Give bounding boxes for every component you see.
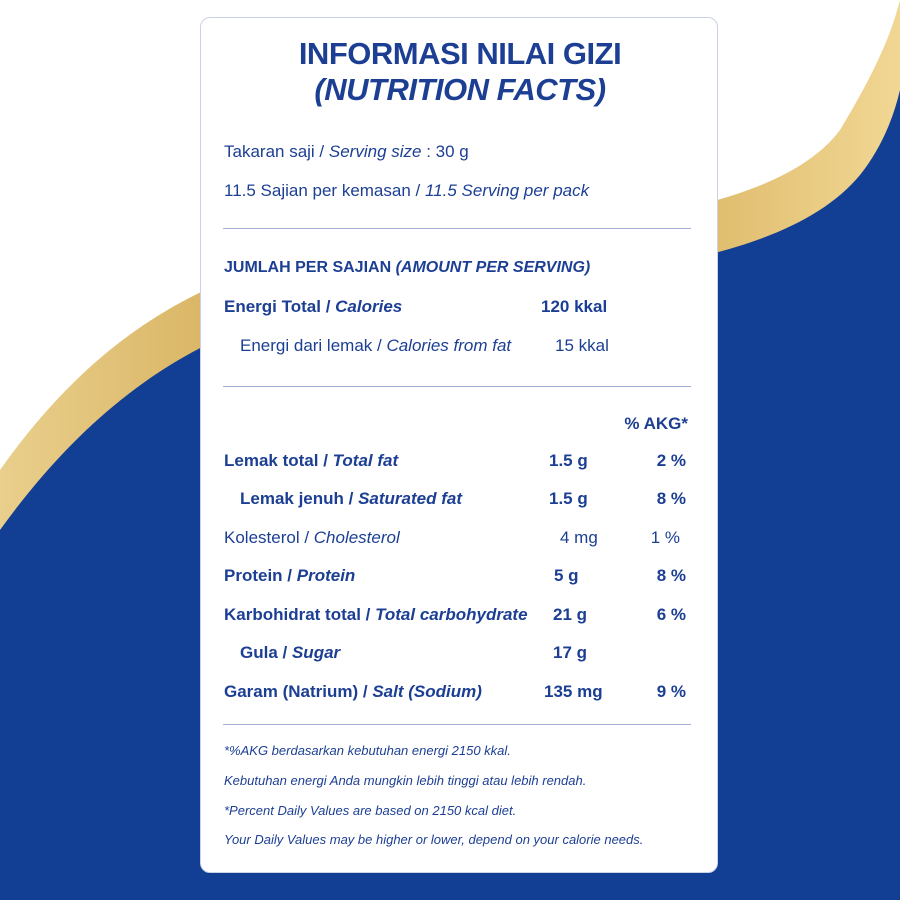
- nutrient-amount-saturated-fat: 1.5 g: [549, 489, 588, 508]
- divider: [223, 724, 691, 725]
- energy-total-value: 120 kkal: [541, 297, 608, 316]
- akg-header: % AKG*: [624, 414, 688, 433]
- nutrient-pct-salt: 9 %: [656, 682, 686, 701]
- footnote: Your Daily Values may be higher or lower, depend on your calorie needs.: [224, 832, 644, 847]
- nutrient-label-sugar: Gula / Sugar: [240, 643, 341, 662]
- nutrient-amount-carbohydrate: 21 g: [553, 605, 588, 624]
- nutrient-pct-saturated-fat: 8 %: [656, 489, 686, 508]
- footnote: *%AKG berdasarkan kebutuhan energi 2150 kkal.: [224, 743, 511, 758]
- nutrient-label-cholesterol: Kolesterol / Cholesterol: [224, 528, 400, 547]
- energy-from-fat-label: Energi dari lemak / Calories from fat: [240, 336, 512, 355]
- nutrient-label-salt: Garam (Natrium) / Salt (Sodium): [224, 682, 482, 701]
- nutrition-facts-panel: [200, 17, 718, 873]
- nutrient-label-protein: Protein / Protein: [224, 566, 356, 585]
- nutrient-amount-salt: 135 mg: [544, 682, 603, 701]
- divider: [223, 228, 691, 229]
- nutrient-pct-total-fat: 2 %: [656, 451, 686, 470]
- nutrient-amount-cholesterol: 4 mg: [560, 528, 598, 547]
- nutrient-label-total-fat: Lemak total / Total fat: [224, 451, 399, 470]
- energy-from-fat-value: 15 kkal: [555, 336, 609, 355]
- nutrient-pct-carbohydrate: 6 %: [656, 605, 686, 624]
- nutrient-pct-protein: 8 %: [656, 566, 686, 585]
- servings-per-pack: 11.5 Sajian per kemasan / 11.5 Serving per pack: [224, 181, 590, 200]
- serving-size: Takaran saji / Serving size : 30 g: [224, 142, 469, 161]
- nutrient-amount-protein: 5 g: [554, 566, 579, 585]
- footnote: *Percent Daily Values are based on 2150 kcal diet.: [224, 803, 517, 818]
- nutrient-amount-total-fat: 1.5 g: [549, 451, 588, 470]
- nutrient-amount-sugar: 17 g: [553, 643, 588, 662]
- energy-total-label: Energi Total / Calories: [224, 297, 403, 316]
- title-indonesian: INFORMASI NILAI GIZI: [298, 36, 622, 71]
- footnote: Kebutuhan energi Anda mungkin lebih tinggi atau lebih rendah.: [224, 773, 587, 788]
- nutrient-label-carbohydrate: Karbohidrat total / Total carbohydrate: [224, 605, 528, 624]
- title-english: (NUTRITION FACTS): [314, 72, 606, 107]
- nutrient-pct-cholesterol: 1 %: [650, 528, 680, 547]
- nutrient-label-saturated-fat: Lemak jenuh / Saturated fat: [240, 489, 463, 508]
- divider: [223, 386, 691, 387]
- amount-per-serving-header: JUMLAH PER SAJIAN (AMOUNT PER SERVING): [224, 259, 591, 276]
